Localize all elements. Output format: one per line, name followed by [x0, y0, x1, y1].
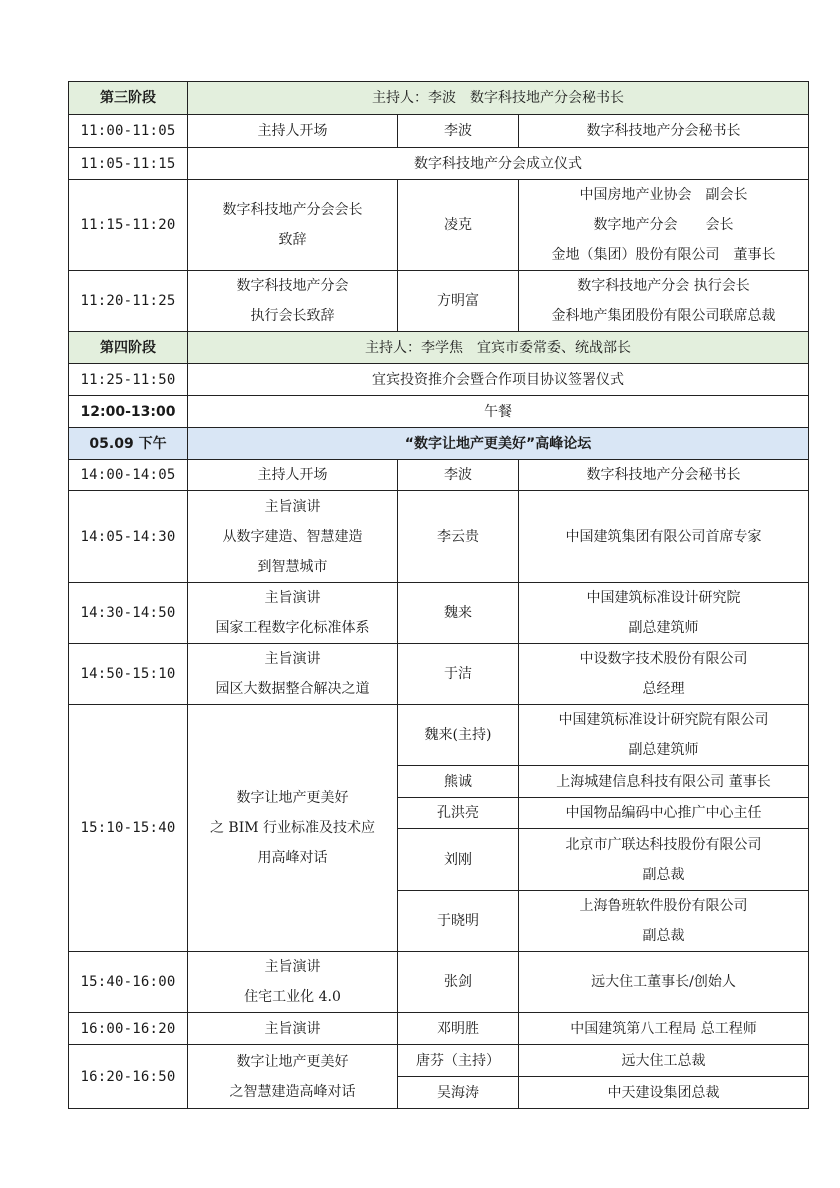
table-row [69, 396, 809, 428]
title-line: 数字地产分会 会长 [593, 217, 734, 233]
topic-cell [188, 583, 398, 644]
person-cell: 邓明胜 [398, 1013, 519, 1045]
table-row [69, 583, 809, 644]
person-cell: 李云贵 [398, 491, 519, 583]
topic-cell [188, 644, 398, 705]
title-line: 上海鲁班软件股份有限公司 [579, 898, 748, 914]
time-cell: 14:30-14:50 [69, 583, 188, 644]
topic-cell: 主旨演讲 [188, 1013, 398, 1045]
forum-header [69, 428, 809, 460]
topic-cell [188, 180, 398, 271]
time-cell: 15:10-15:40 [69, 705, 188, 952]
stage-header-4 [69, 332, 809, 364]
table-row [69, 644, 809, 705]
stage-label: 第三阶段 [69, 82, 188, 115]
time-cell: 14:50-15:10 [69, 644, 188, 705]
title-cell: 中国建筑第八工程局 总工程师 [519, 1013, 809, 1045]
title-line: 中国建筑标准设计研究院有限公司 [558, 712, 769, 728]
person-cell: 魏来 [398, 583, 519, 644]
time-cell: 14:00-14:05 [69, 460, 188, 491]
person-cell: 于晓明 [398, 891, 519, 952]
topic-line: 之 BIM 行业标准及技术应 [209, 820, 376, 836]
topic-cell: 午餐 [188, 396, 809, 428]
table-row [69, 952, 809, 1013]
title-cell: 数字科技地产分会秘书长 [519, 460, 809, 491]
person-cell: 刘刚 [398, 829, 519, 891]
time-cell: 12:00-13:00 [69, 396, 188, 428]
forum-title: “数字让地产更美好”高峰论坛 [188, 428, 809, 460]
agenda-table [68, 81, 809, 1109]
time-cell: 11:20-11:25 [69, 271, 188, 332]
table-row [69, 364, 809, 396]
topic-line: 用高峰对话 [257, 850, 328, 866]
person-cell: 凌克 [398, 180, 519, 271]
title-line: 中设数字技术股份有限公司 [579, 651, 748, 667]
title-line: 金地（集团）股份有限公司 董事长 [551, 247, 776, 263]
title-line: 总经理 [642, 681, 685, 697]
topic-cell: 宜宾投资推介会暨合作项目协议签署仪式 [188, 364, 809, 396]
person-cell: 张剑 [398, 952, 519, 1013]
topic-line: 数字科技地产分会会长 [222, 202, 363, 218]
table-row [69, 460, 809, 491]
topic-cell [188, 952, 398, 1013]
topic-line: 到智慧城市 [257, 558, 328, 575]
table-row [69, 491, 809, 583]
title-line: 数字科技地产分会 执行会长 [577, 278, 750, 294]
title-line: 中国建筑标准设计研究院 [586, 590, 741, 606]
time-cell: 11:15-11:20 [69, 180, 188, 271]
table-row [69, 705, 809, 766]
person-cell: 方明富 [398, 271, 519, 332]
title-cell: 上海城建信息科技有限公司 董事长 [519, 766, 809, 798]
title-line: 副总裁 [642, 928, 685, 944]
table-row [69, 115, 809, 148]
time-cell: 11:00-11:05 [69, 115, 188, 148]
title-line: 副总建筑师 [628, 620, 699, 636]
person-cell: 李波 [398, 115, 519, 148]
topic-line: 园区大数据整合解决之道 [215, 681, 370, 697]
table-row [69, 271, 809, 332]
topic-line: 主旨演讲 [264, 498, 321, 515]
person-cell: 于洁 [398, 644, 519, 705]
title-cell [519, 891, 809, 952]
topic-line: 住宅工业化 4.0 [244, 989, 341, 1005]
time-cell: 16:20-16:50 [69, 1045, 188, 1109]
title-cell [519, 644, 809, 705]
topic-line: 执行会长致辞 [250, 308, 335, 324]
stage-host: 主持人：李波 数字科技地产分会秘书长 [188, 82, 809, 115]
person-cell: 魏来(主持) [398, 705, 519, 766]
title-line: 北京市广联达科技股份有限公司 [565, 836, 762, 853]
title-line: 金科地产集团股份有限公司联席总裁 [551, 308, 776, 324]
person-cell: 吴海涛 [398, 1077, 519, 1109]
title-line: 中国房地产业协会 副会长 [579, 187, 748, 203]
topic-cell: 主持人开场 [188, 115, 398, 148]
topic-cell [188, 705, 398, 952]
stage-label: 第四阶段 [69, 332, 188, 364]
topic-cell [188, 1045, 398, 1109]
topic-cell: 数字科技地产分会成立仪式 [188, 148, 809, 180]
topic-line: 致辞 [278, 232, 307, 248]
title-cell: 数字科技地产分会秘书长 [519, 115, 809, 148]
time-cell: 14:05-14:30 [69, 491, 188, 583]
topic-cell [188, 271, 398, 332]
title-cell: 远大住工总裁 [519, 1045, 809, 1077]
topic-line: 主旨演讲 [264, 651, 321, 667]
time-cell: 11:25-11:50 [69, 364, 188, 396]
topic-line: 国家工程数字化标准体系 [215, 620, 370, 636]
title-cell [519, 180, 809, 271]
title-cell [519, 829, 809, 891]
topic-line: 之智慧建造高峰对话 [229, 1083, 356, 1100]
topic-line: 主旨演讲 [264, 959, 321, 975]
title-cell: 中国物品编码中心推广中心主任 [519, 798, 809, 829]
title-cell [519, 705, 809, 766]
topic-cell: 主持人开场 [188, 460, 398, 491]
topic-line: 数字让地产更美好 [236, 1053, 349, 1070]
topic-line: 从数字建造、智慧建造 [222, 528, 363, 545]
title-line: 副总建筑师 [628, 742, 699, 758]
topic-line: 数字让地产更美好 [236, 790, 349, 806]
stage-header-3 [69, 82, 809, 115]
table-row [69, 148, 809, 180]
person-cell: 孔洪亮 [398, 798, 519, 829]
person-cell: 李波 [398, 460, 519, 491]
table-row [69, 1045, 809, 1077]
person-cell: 熊诚 [398, 766, 519, 798]
person-cell: 唐芬（主持） [398, 1045, 519, 1077]
topic-line: 数字科技地产分会 [236, 278, 349, 294]
time-cell: 15:40-16:00 [69, 952, 188, 1013]
title-cell: 中天建设集团总裁 [519, 1077, 809, 1109]
title-cell: 远大住工董事长/创始人 [519, 952, 809, 1013]
table-row [69, 180, 809, 271]
time-cell: 11:05-11:15 [69, 148, 188, 180]
title-line: 副总裁 [642, 866, 685, 883]
session-label: 05.09 下午 [69, 428, 188, 460]
topic-line: 主旨演讲 [264, 590, 321, 606]
topic-cell [188, 491, 398, 583]
table-row [69, 1013, 809, 1045]
time-cell: 16:00-16:20 [69, 1013, 188, 1045]
title-cell [519, 271, 809, 332]
title-cell [519, 583, 809, 644]
stage-host: 主持人：李学焦 宜宾市委常委、统战部长 [188, 332, 809, 364]
title-cell: 中国建筑集团有限公司首席专家 [519, 491, 809, 583]
